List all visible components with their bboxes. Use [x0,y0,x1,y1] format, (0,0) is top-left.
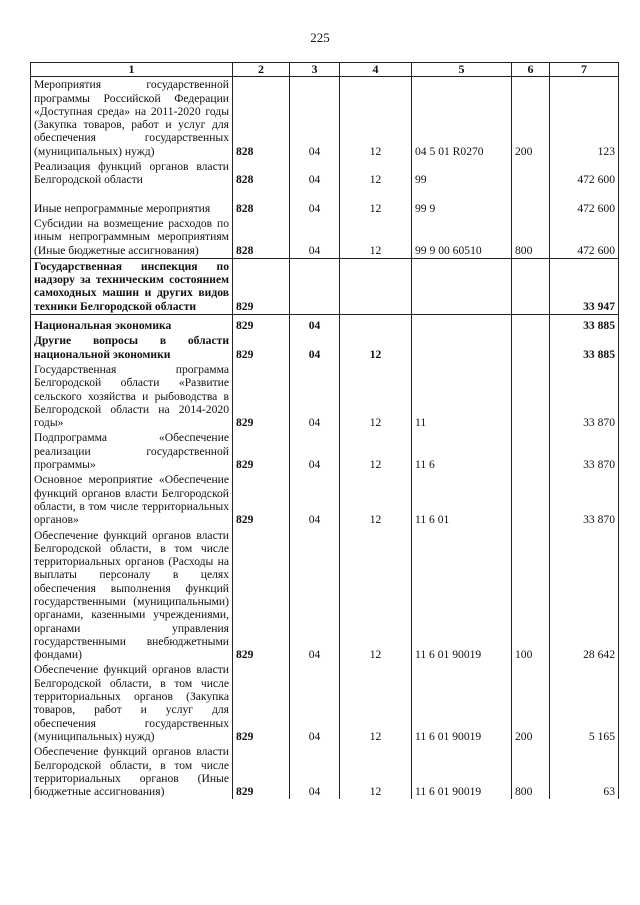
row-amount: 472 600 [550,188,619,216]
table-row [31,159,619,188]
header-col-1: 1 [31,63,233,77]
row-name: Обеспечение функций органов власти Белгородской области, в том числе территориальных органов (Закупка товаров, работ и услуг для обеспечения государственных (муниципальных) нужд) [31,662,233,744]
row-expense-type [512,333,550,362]
row-subsection: 12 [340,744,412,799]
row-section: 04 [290,430,340,472]
page-number: 225 [310,30,330,45]
row-expense-type: 200 [512,662,550,744]
row-target-article [412,258,512,314]
row-section: 04 [290,662,340,744]
row-target-article: 99 9 [412,188,512,216]
row-subsection: 12 [340,472,412,527]
row-section: 04 [290,472,340,527]
row-section: 04 [290,77,340,159]
row-name: Реализация функций органов власти Белгородской области [31,159,233,188]
row-name: Обеспечение функций органов власти Белгородской области, в том числе территориальных органов (Иные бюджетные ассигнования) [31,744,233,799]
row-target-article [412,333,512,362]
row-target-article: 11 6 01 90019 [412,528,512,663]
header-col-3: 3 [290,63,340,77]
row-subsection: 12 [340,528,412,663]
row-ministry-code: 829 [233,333,290,362]
row-ministry-code: 829 [233,662,290,744]
row-target-article: 11 6 01 [412,472,512,527]
row-subsection: 12 [340,188,412,216]
header-col-2: 2 [233,63,290,77]
budget-table [30,62,619,799]
row-name: Субсидии на возмещение расходов по иным непрограммным мероприятиям (Иные бюджетные ассигнования) [31,216,233,258]
table-row [31,315,619,334]
row-expense-type [512,258,550,314]
row-amount: 472 600 [550,216,619,258]
row-name: Национальная экономика [31,315,233,334]
table-row [31,528,619,663]
row-target-article: 11 6 01 90019 [412,744,512,799]
row-ministry-code: 829 [233,744,290,799]
row-amount: 33 870 [550,362,619,430]
row-subsection [340,258,412,314]
row-name: Государственная программа Белгородской области «Развитие сельского хозяйства и рыбоводства в Белгородской области на 2014-2020 годы» [31,362,233,430]
header-col-4: 4 [340,63,412,77]
row-target-article: 11 6 [412,430,512,472]
row-ministry-code: 829 [233,528,290,663]
row-subsection: 12 [340,430,412,472]
row-expense-type [512,362,550,430]
row-amount: 33 885 [550,315,619,334]
table-row [31,216,619,258]
row-target-article: 99 [412,159,512,188]
row-section: 04 [290,315,340,334]
row-amount: 33 947 [550,258,619,314]
header-col-7: 7 [550,63,619,77]
table-row [31,333,619,362]
header-row [31,63,619,77]
row-section: 04 [290,333,340,362]
row-expense-type: 200 [512,77,550,159]
row-section: 04 [290,188,340,216]
row-ministry-code: 828 [233,188,290,216]
row-expense-type: 100 [512,528,550,663]
row-name: Государственная инспекция по надзору за техническим состоянием самоходных машин и других видов техники Белгородской области [31,258,233,314]
row-expense-type [512,159,550,188]
row-amount: 33 870 [550,472,619,527]
row-amount: 63 [550,744,619,799]
row-section: 04 [290,528,340,663]
row-section: 04 [290,362,340,430]
row-ministry-code: 829 [233,472,290,527]
row-ministry-code: 829 [233,258,290,314]
row-ministry-code: 828 [233,216,290,258]
row-name: Обеспечение функций органов власти Белгородской области, в том числе территориальных органов (Расходы на выплаты персоналу в целях обеспечения выполнения функций государственными (муниципальными) органами, казенными учреждениями, органами управления государственными внебюджетными фондами) [31,528,233,663]
row-amount: 472 600 [550,159,619,188]
row-amount: 33 870 [550,430,619,472]
header-col-5: 5 [412,63,512,77]
row-section: 04 [290,744,340,799]
row-name: Иные непрограммные мероприятия [31,188,233,216]
row-amount: 28 642 [550,528,619,663]
row-subsection: 12 [340,77,412,159]
row-expense-type [512,315,550,334]
row-ministry-code: 829 [233,430,290,472]
row-subsection: 12 [340,216,412,258]
row-subsection: 12 [340,362,412,430]
row-name: Другие вопросы в области национальной экономики [31,333,233,362]
row-expense-type [512,430,550,472]
row-subsection [340,315,412,334]
row-amount: 33 885 [550,333,619,362]
row-target-article: 99 9 00 60510 [412,216,512,258]
row-ministry-code: 828 [233,159,290,188]
table-row [31,662,619,744]
row-ministry-code: 829 [233,362,290,430]
table-row [31,362,619,430]
row-name: Мероприятия государственной программы Российской Федерации «Доступная среда» на 2011-2020 годы (Закупка товаров, работ и услуг для обеспечения государственных (муниципальных) нужд) [31,77,233,159]
row-subsection: 12 [340,333,412,362]
table-row [31,744,619,799]
row-subsection: 12 [340,662,412,744]
table-row [31,430,619,472]
table-row [31,258,619,314]
row-ministry-code: 828 [233,77,290,159]
row-target-article [412,315,512,334]
row-expense-type: 800 [512,216,550,258]
row-ministry-code: 829 [233,315,290,334]
table-row [31,77,619,159]
row-section: 04 [290,159,340,188]
table-row [31,188,619,216]
row-amount: 5 165 [550,662,619,744]
row-subsection: 12 [340,159,412,188]
table-row [31,472,619,527]
row-expense-type [512,188,550,216]
row-expense-type [512,472,550,527]
row-target-article: 11 6 01 90019 [412,662,512,744]
row-expense-type: 800 [512,744,550,799]
row-name: Основное мероприятие «Обеспечение функций органов власти Белгородской области, в том числе территориальных органов» [31,472,233,527]
header-col-6: 6 [512,63,550,77]
row-section [290,258,340,314]
row-section: 04 [290,216,340,258]
row-target-article: 11 [412,362,512,430]
row-amount: 123 [550,77,619,159]
row-target-article: 04 5 01 R0270 [412,77,512,159]
row-name: Подпрограмма «Обеспечение реализации государственной программы» [31,430,233,472]
